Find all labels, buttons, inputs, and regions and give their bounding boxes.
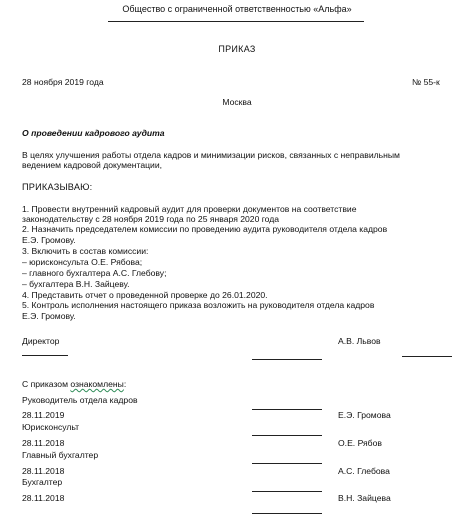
order-item-line: 3. Включить в состав комиссии: bbox=[22, 246, 149, 256]
acquaint-date: 28.11.2019 bbox=[22, 410, 65, 420]
acquaint-signature-line bbox=[252, 513, 322, 514]
acquaint-position: Бухгалтер bbox=[22, 477, 63, 487]
acquaint-heading-prefix: С приказом bbox=[22, 379, 71, 389]
director-left-underline bbox=[22, 355, 68, 356]
order-item-line: – юрисконсульта О.Е. Рябова; bbox=[22, 257, 143, 267]
preamble-line: В целях улучшения работы отдела кадров и минимизации рисков, связанных с неправильным bbox=[22, 150, 400, 160]
acquaint-date: 28.11.2018 bbox=[22, 438, 65, 448]
acquaint-date: 28.11.2018 bbox=[22, 466, 65, 476]
order-subject: О проведении кадрового аудита bbox=[22, 128, 165, 138]
order-item-line: 2. Назначить председателем комиссии по проведению аудита руководителя отдела кадров bbox=[22, 224, 388, 234]
order-item-line: – бухгалтера В.Н. Зайцеву. bbox=[22, 279, 130, 289]
acquaint-date: 28.11.2018 bbox=[22, 493, 65, 503]
acquaint-name: О.Е. Рябов bbox=[338, 438, 382, 448]
order-item-line: Е.Э. Громову. bbox=[22, 311, 76, 321]
order-date: 28 ноября 2019 года bbox=[22, 77, 104, 87]
document-title: ПРИКАЗ bbox=[218, 44, 256, 54]
director-name: А.В. Львов bbox=[338, 336, 381, 346]
acquaint-name: А.С. Глебова bbox=[338, 466, 390, 476]
acquaint-position: Руководитель отдела кадров bbox=[22, 395, 138, 405]
director-title: Директор bbox=[22, 336, 60, 346]
order-item-line: 5. Контроль исполнения настоящего приказа возложить на руководителя отдела кадров bbox=[22, 300, 375, 310]
order-number: № 55-к bbox=[412, 77, 440, 87]
acquaint-heading-word: ознакомлены bbox=[70, 379, 124, 389]
acquaint-position: Главный бухгалтер bbox=[22, 450, 99, 460]
director-signature-line bbox=[252, 359, 322, 360]
order-item-line: – главного бухгалтера А.С. Глебову; bbox=[22, 268, 167, 278]
organization-name: Общество с ограниченной ответственностью «Альфа» bbox=[122, 4, 352, 14]
orders-heading: ПРИКАЗЫВАЮ: bbox=[22, 182, 93, 192]
director-name-line bbox=[402, 356, 452, 357]
acquaint-name: Е.Э. Громова bbox=[338, 410, 391, 420]
order-item-line: 4. Представить отчет о проведенной проверке до 26.01.2020. bbox=[22, 290, 268, 300]
acquaint-heading bbox=[22, 380, 126, 390]
acquaint-position: Юрисконсульт bbox=[22, 422, 80, 432]
acquaint-name: В.Н. Зайцева bbox=[338, 493, 391, 503]
city: Москва bbox=[222, 97, 252, 107]
acquaint-heading-suffix: : bbox=[123, 379, 127, 389]
acquaint-signature-line bbox=[252, 463, 322, 464]
order-item-line: Е.Э. Громову. bbox=[22, 235, 76, 245]
order-item-line: законодательству с 28 ноября 2019 года по 25 января 2020 года bbox=[22, 214, 280, 224]
acquaint-signature-line bbox=[252, 491, 322, 492]
preamble-line: ведением кадровой документации, bbox=[22, 160, 163, 170]
order-item-line: 1. Провести внутренний кадровый аудит для проверки документов на соответствие bbox=[22, 204, 357, 214]
organization-underline bbox=[108, 21, 364, 22]
acquaint-signature-line bbox=[252, 409, 322, 410]
acquaint-date-line bbox=[252, 435, 322, 436]
